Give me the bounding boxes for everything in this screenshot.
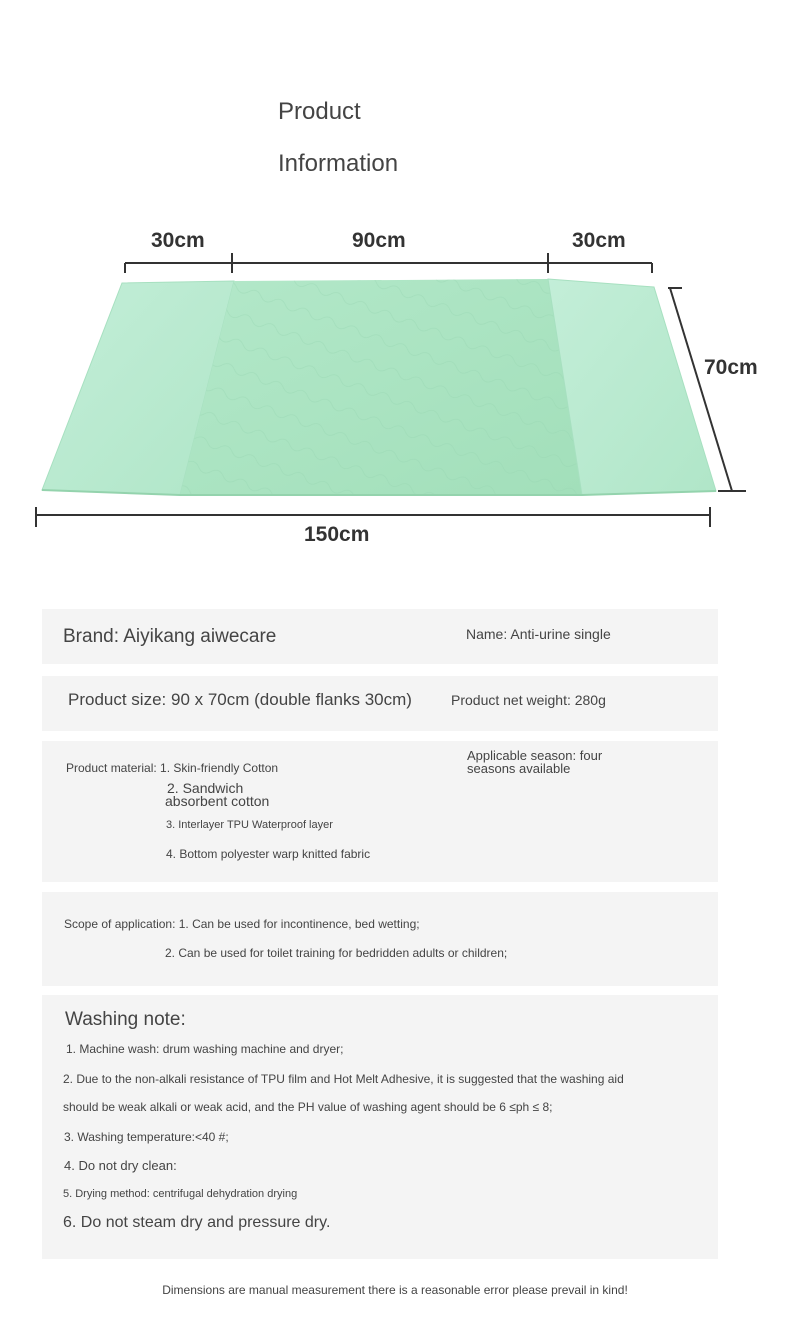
material-3: 3. Interlayer TPU Waterproof layer <box>166 819 333 831</box>
washing-heading: Washing note: <box>65 1009 186 1030</box>
material-2 <box>165 782 269 808</box>
dim-label-right-flank: 30cm <box>572 229 626 252</box>
material-4: 4. Bottom polyester warp knitted fabric <box>166 847 371 861</box>
dim-label-total-width: 150cm <box>304 523 370 546</box>
applicable-season <box>467 749 602 775</box>
product-name: Name: Anti-urine single <box>466 626 611 642</box>
mat-illustration <box>0 215 790 555</box>
dim-label-center: 90cm <box>352 229 406 252</box>
scope-2: 2. Can be used for toilet training for bedridden adults or children; <box>165 946 508 960</box>
product-size: Product size: 90 x 70cm (double flanks 30cm) <box>68 690 412 709</box>
title-line-1: Product <box>278 98 361 125</box>
material-2-line-1: 2. Sandwich <box>167 780 244 796</box>
dimension-diagram <box>0 215 790 555</box>
washing-item-2-line-1: 2. Due to the non-alkali resistance of TPU film and Hot Melt Adhesive, it is suggested that the washing aid <box>63 1072 624 1086</box>
material-1: Product material: 1. Skin-friendly Cotton <box>66 761 279 775</box>
scope-panel <box>42 892 718 986</box>
season-line-1: Applicable season: four <box>467 748 603 763</box>
material-2-line-2: absorbent cotton <box>165 793 270 809</box>
washing-panel <box>42 995 718 1259</box>
dim-label-left-flank: 30cm <box>151 229 205 252</box>
brand-text: Brand: Aiyikang aiwecare <box>63 626 277 647</box>
dim-label-height: 70cm <box>704 356 758 379</box>
washing-item-4: 4. Do not dry clean: <box>64 1158 177 1173</box>
brand-panel <box>42 609 718 664</box>
size-panel <box>42 676 718 731</box>
scope-1: Scope of application: 1. Can be used for incontinence, bed wetting; <box>64 917 420 931</box>
title-line-2: Information <box>278 150 399 177</box>
washing-item-2-line-2: should be weak alkali or weak acid, and the PH value of washing agent should be 6 ≤ph ≤ 8; <box>63 1100 553 1114</box>
material-panel <box>42 741 718 882</box>
washing-item-1: 1. Machine wash: drum washing machine and dryer; <box>66 1042 344 1056</box>
footer-disclaimer: Dimensions are manual measurement there is a reasonable error please prevail in kind! <box>162 1283 628 1297</box>
washing-item-5: 5. Drying method: centrifugal dehydration drying <box>63 1188 298 1200</box>
washing-item-3: 3. Washing temperature:<40 #; <box>64 1130 229 1144</box>
product-weight: Product net weight: 280g <box>451 692 606 708</box>
season-line-2: seasons available <box>467 761 571 776</box>
washing-item-6: 6. Do not steam dry and pressure dry. <box>63 1214 331 1231</box>
